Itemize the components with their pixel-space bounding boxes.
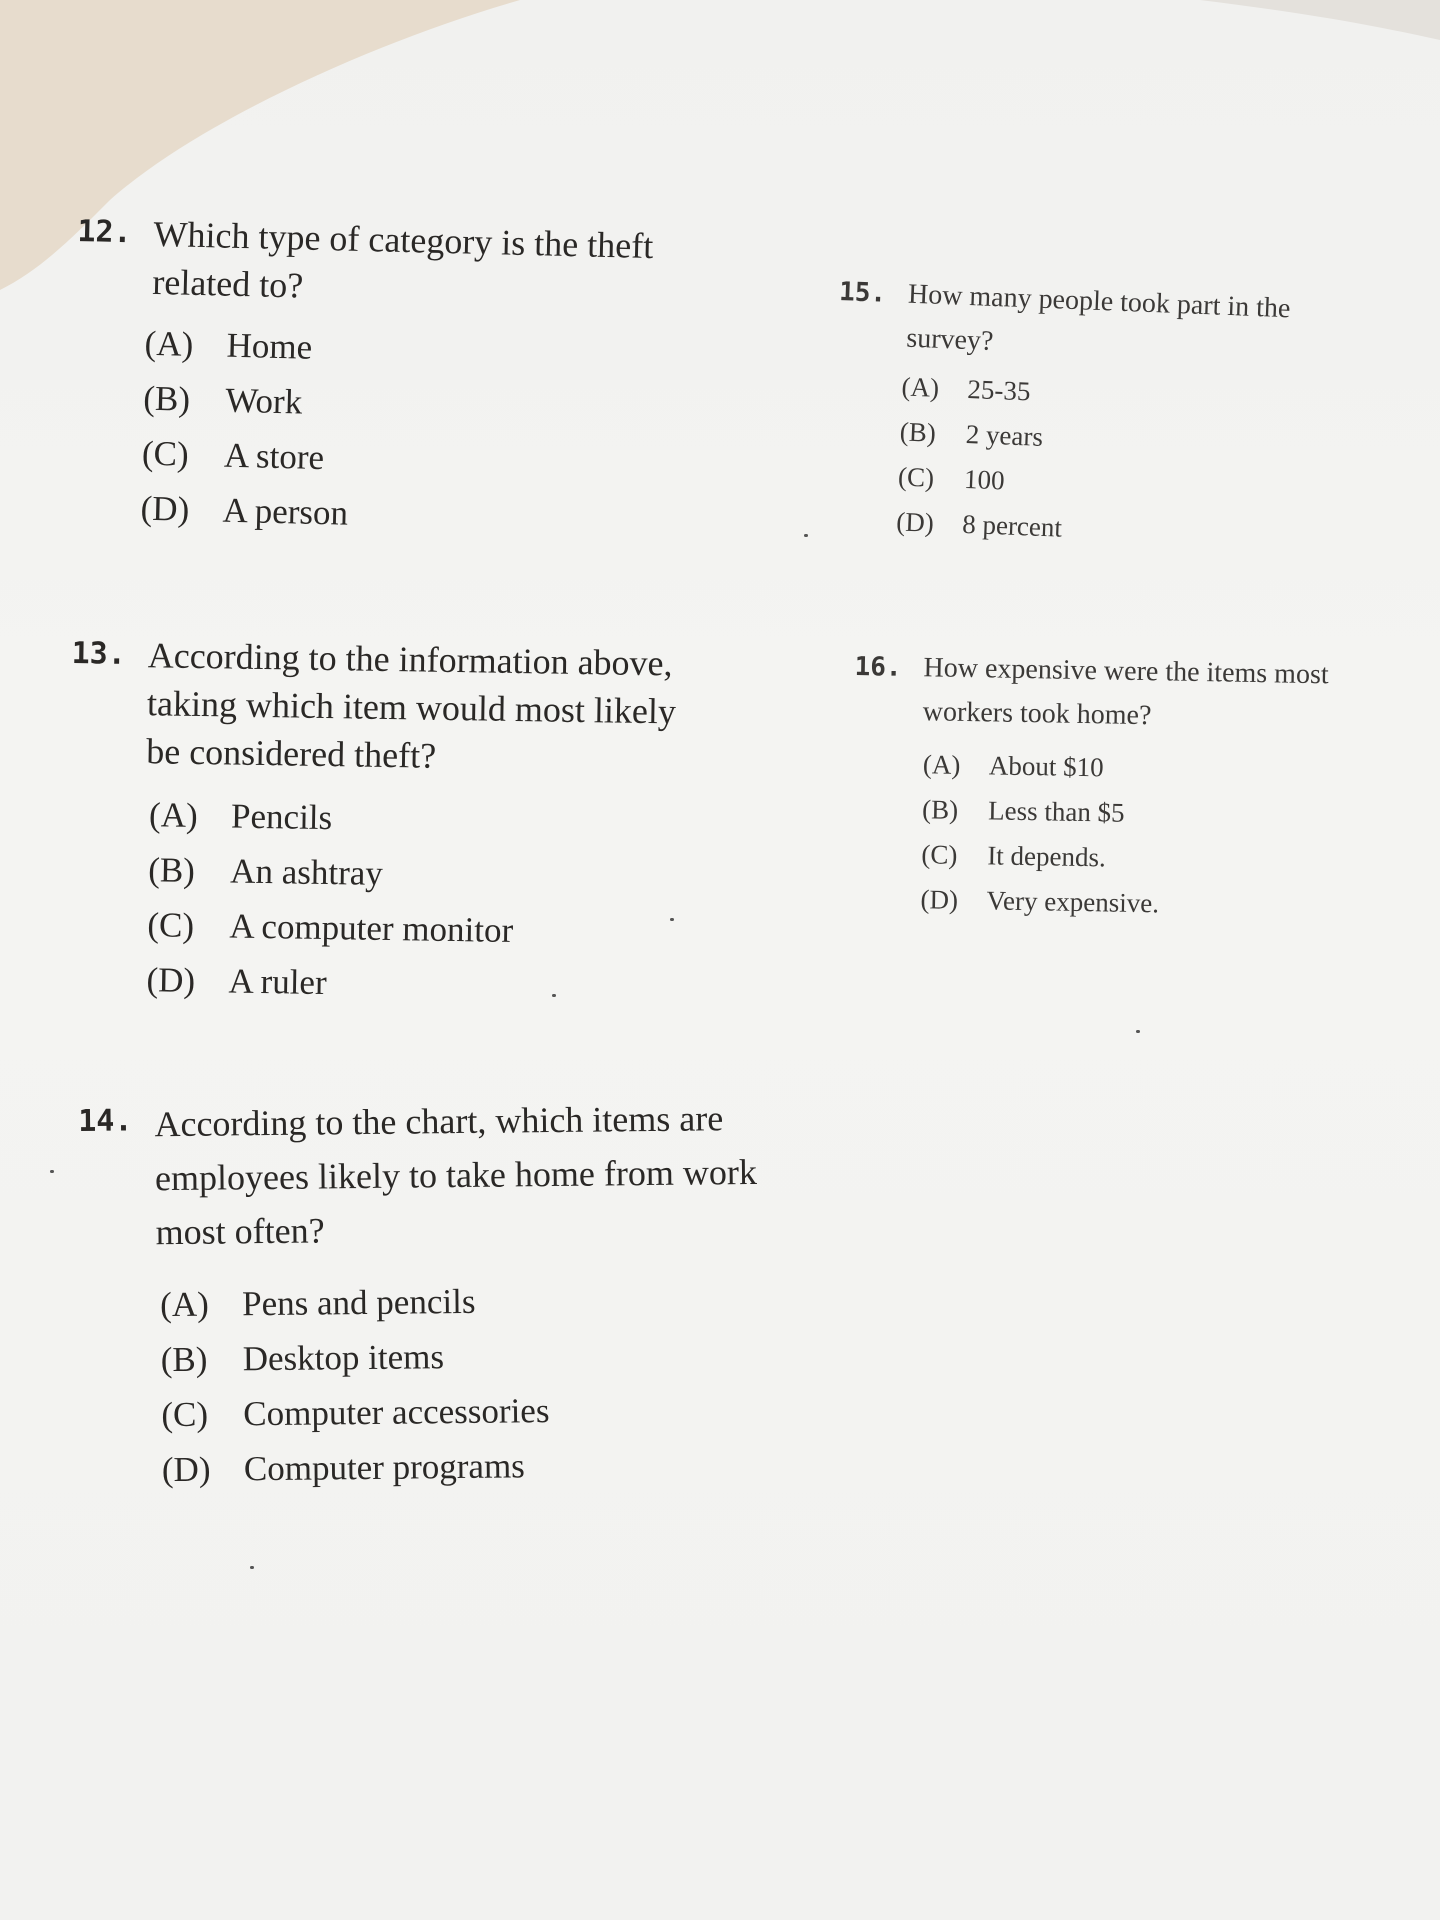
question-number: 16.: [854, 651, 902, 683]
question-number: 13.: [71, 635, 127, 672]
option-text: A computer monitor: [229, 906, 514, 950]
option-text: A ruler: [228, 961, 327, 1003]
question-14: [78, 1091, 760, 1498]
option-letter: (B): [147, 850, 196, 890]
question-13: [66, 630, 677, 1015]
option-letter: (D): [161, 1449, 211, 1490]
option-text: Computer accessories: [243, 1391, 550, 1434]
question-line: Which type of category is the theft: [153, 213, 654, 267]
question-text: [154, 1091, 758, 1259]
option-text: 100: [963, 463, 1006, 496]
option-letter: (C): [147, 905, 195, 945]
option-letter: (B): [142, 378, 191, 419]
option-text: Computer programs: [243, 1446, 526, 1489]
option-letter: (D): [146, 960, 196, 1000]
answer-option-d[interactable]: [162, 1436, 761, 1497]
option-text: 25-35: [966, 373, 1032, 407]
answer-options: [140, 316, 651, 548]
question-text: [146, 631, 677, 783]
option-text: A store: [223, 435, 325, 478]
option-letter: (D): [140, 488, 190, 529]
option-text: Work: [224, 380, 303, 422]
question-line: According to the information above,: [147, 635, 673, 684]
answer-option-b[interactable]: [148, 842, 674, 905]
question-text: [906, 273, 1292, 376]
question-line: related to?: [151, 261, 304, 306]
question-line: According to the chart, which items are: [154, 1098, 724, 1145]
answer-option-d[interactable]: [146, 952, 672, 1015]
answer-options: [160, 1271, 760, 1497]
question-number: 14.: [78, 1103, 133, 1139]
answer-option-a[interactable]: [160, 1271, 759, 1332]
option-letter: (A): [900, 371, 940, 403]
option-letter: (B): [921, 794, 959, 825]
option-text: Pencils: [230, 796, 333, 838]
option-letter: (A): [144, 323, 194, 364]
question-line: taking which item would most likely: [146, 683, 677, 732]
question-text: [922, 646, 1329, 741]
answer-option-c[interactable]: [147, 897, 673, 960]
question-line: employees likely to take home from work: [154, 1151, 758, 1199]
answer-option-a[interactable]: [923, 742, 1328, 794]
option-text: Pens and pencils: [241, 1281, 476, 1324]
answer-option-b[interactable]: [922, 787, 1327, 839]
question-line: survey?: [905, 322, 995, 357]
question-15: [830, 270, 1292, 559]
question-text: [152, 210, 654, 318]
option-letter: (C): [141, 433, 190, 474]
question-line: workers took home?: [922, 696, 1152, 732]
option-letter: (A): [159, 1284, 209, 1325]
answer-options: [920, 742, 1327, 929]
option-text: About $10: [988, 750, 1104, 783]
question-16: [850, 645, 1329, 929]
answer-option-a[interactable]: [149, 787, 675, 850]
question-line: How expensive were the items most: [923, 652, 1329, 691]
answer-option-d[interactable]: [920, 877, 1325, 929]
answer-option-b[interactable]: [160, 1326, 759, 1387]
option-text: 2 years: [965, 418, 1044, 452]
print-speck: [804, 534, 808, 537]
option-letter: (C): [897, 461, 935, 493]
print-speck: [250, 1566, 254, 1569]
question-number: 15.: [838, 276, 887, 309]
option-text: Desktop items: [242, 1337, 445, 1379]
option-letter: (B): [899, 416, 937, 448]
option-letter: (B): [160, 1339, 208, 1380]
answer-option-c[interactable]: [161, 1381, 760, 1442]
print-speck: [1136, 1030, 1140, 1033]
answer-option-c[interactable]: [921, 832, 1326, 884]
print-speck: [50, 1170, 54, 1173]
option-text: Less than $5: [987, 795, 1125, 828]
question-line: How many people took part in the: [907, 278, 1291, 325]
answer-options: [146, 787, 675, 1015]
question-12: [70, 208, 654, 548]
option-text: An ashtray: [229, 851, 384, 893]
question-number: 12.: [76, 213, 133, 251]
question-line: be considered theft?: [145, 731, 437, 776]
option-letter: (D): [920, 884, 959, 915]
print-speck: [552, 994, 556, 997]
option-text: Home: [226, 325, 313, 367]
print-speck: [670, 918, 674, 921]
option-letter: (C): [161, 1394, 209, 1435]
answer-options: [896, 364, 1288, 559]
option-letter: (A): [148, 795, 199, 835]
question-line: most often?: [155, 1210, 325, 1253]
option-text: Very expensive.: [986, 885, 1160, 919]
option-text: 8 percent: [961, 508, 1063, 543]
option-letter: (D): [895, 506, 935, 538]
option-letter: (C): [921, 839, 958, 870]
option-text: A person: [222, 490, 349, 533]
option-text: It depends.: [987, 840, 1107, 873]
option-letter: (A): [922, 749, 961, 780]
